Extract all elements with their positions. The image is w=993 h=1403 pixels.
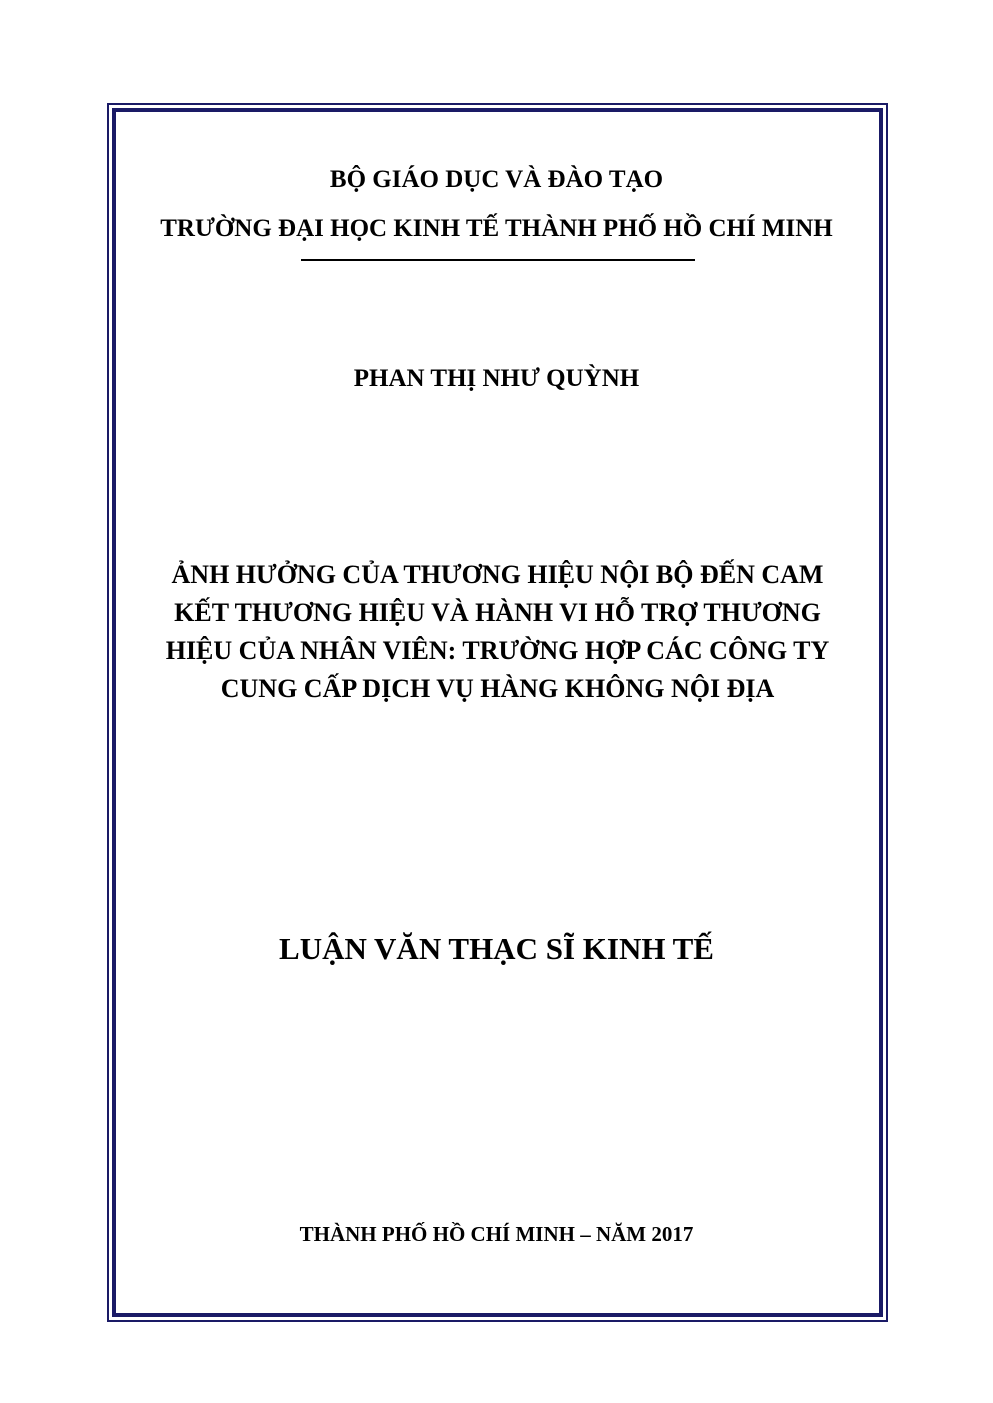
- thesis-title-line: KẾT THƯƠNG HIỆU VÀ HÀNH VI HỖ TRỢ THƯƠNG: [174, 598, 821, 627]
- thesis-title-line: CUNG CẤP DỊCH VỤ HÀNG KHÔNG NỘI ĐỊA: [220, 674, 775, 703]
- thesis-title-line: ẢNH HƯỞNG CỦA THƯƠNG HIỆU NỘI BỘ ĐẾN CAM: [171, 560, 824, 589]
- ministry-name: BỘ GIÁO DỤC VÀ ĐÀO TẠO: [329, 166, 664, 193]
- header-divider: [301, 259, 695, 261]
- author-name: PHAN THỊ NHƯ QUỲNH: [353, 365, 640, 392]
- thesis-title-line: HIỆU CỦA NHÂN VIÊN: TRƯỜNG HỢP CÁC CÔNG TY: [165, 636, 830, 665]
- place-and-year: THÀNH PHỐ HỒ CHÍ MINH – NĂM 2017: [299, 1222, 694, 1246]
- page-border-inner: [112, 108, 883, 1317]
- degree-type: LUẬN VĂN THẠC SĨ KINH TẾ: [279, 931, 714, 966]
- thesis-title: [120, 556, 875, 708]
- university-name: TRƯỜNG ĐẠI HỌC KINH TẾ THÀNH PHỐ HỒ CHÍ MINH: [160, 215, 833, 242]
